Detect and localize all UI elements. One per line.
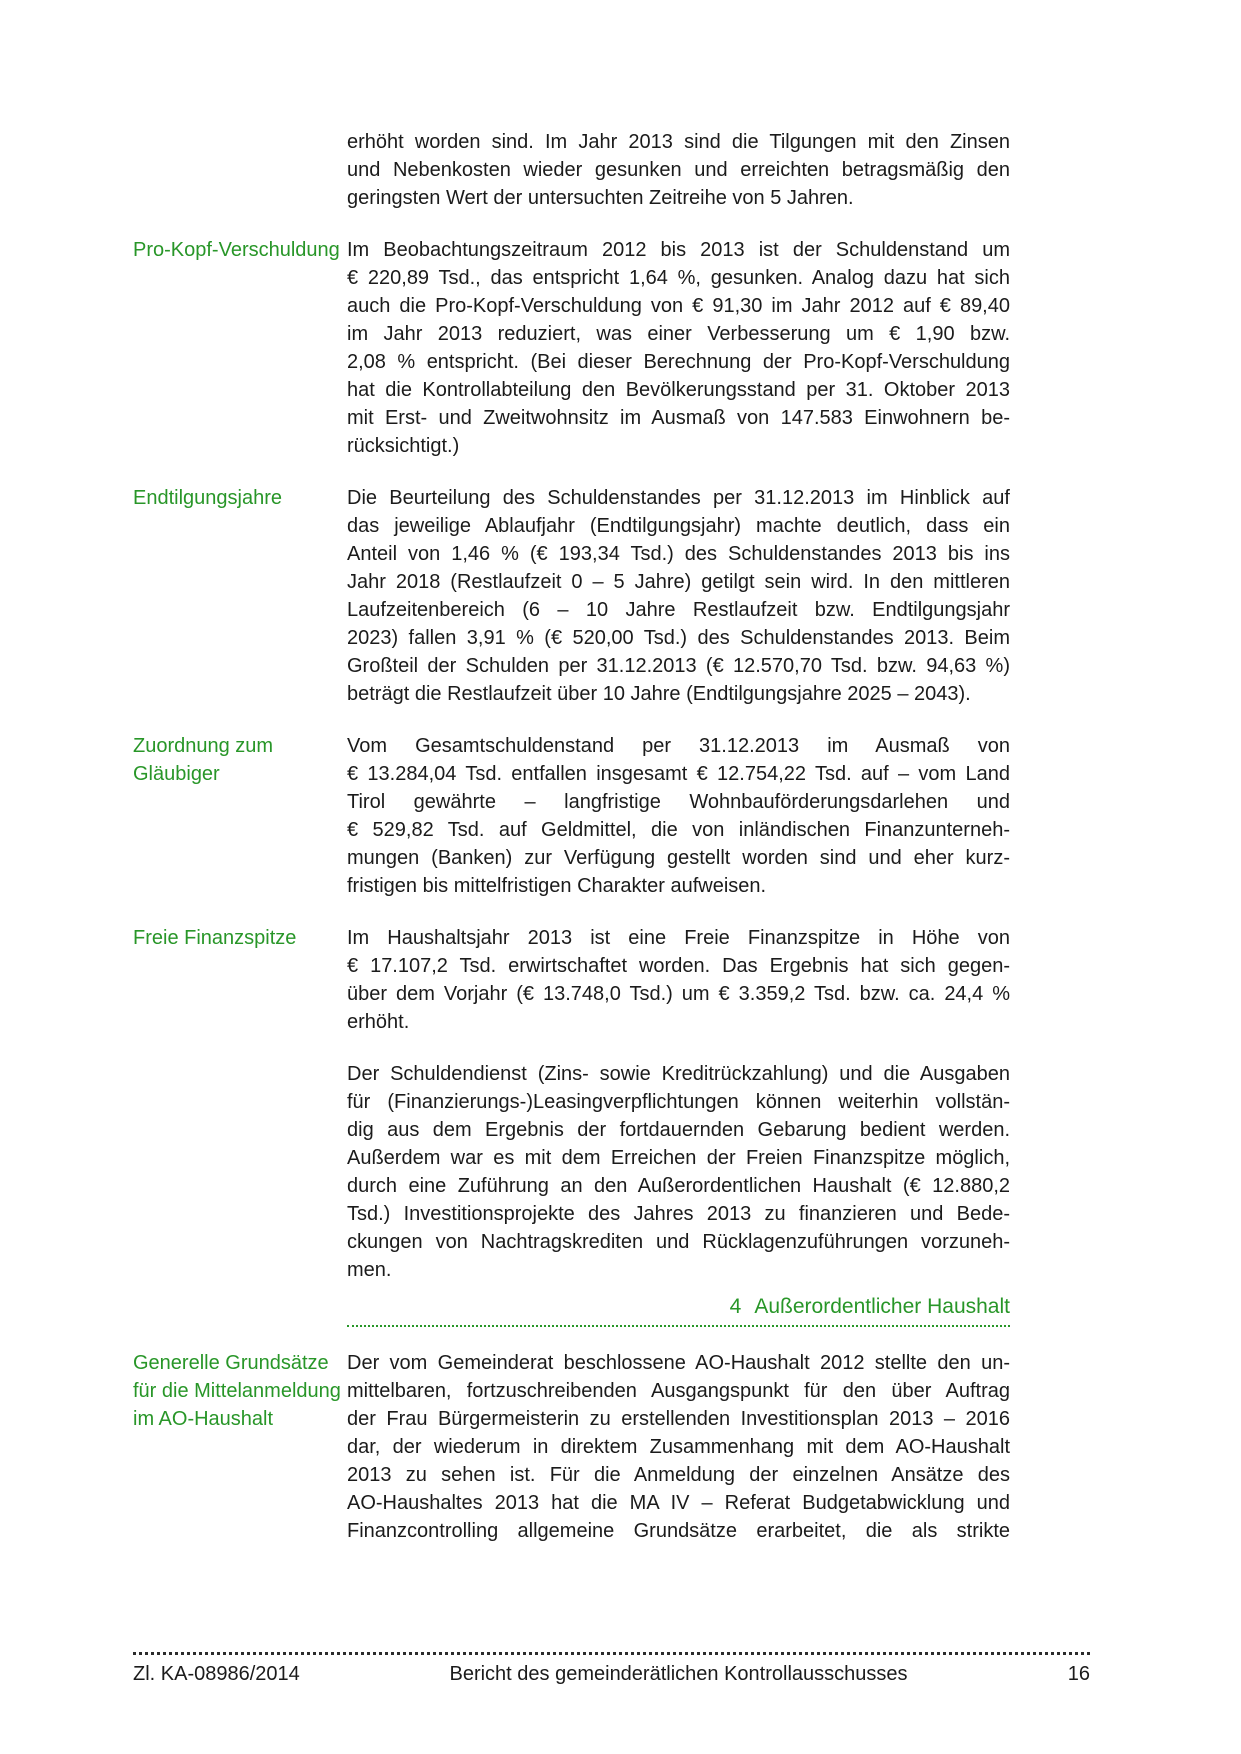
- section-margin-label: [133, 484, 347, 512]
- paragraph-line: € 17.107,2 Tsd. erwirtschaftet worden. Das Ergebnis hat sich gegen-: [347, 955, 1010, 977]
- paragraph-line: 2013 zu sehen ist. Für die Anmeldung der einzelnen Ansätze des: [347, 1464, 1010, 1486]
- report-section: [133, 732, 1010, 900]
- paragraph-line: rücksichtigt.): [347, 435, 460, 457]
- paragraph-line: mit Erst- und Zweitwohnsitz im Ausmaß von 147.583 Einwohnern be-: [347, 407, 1010, 429]
- chapter-heading-block: [133, 1294, 1010, 1327]
- paragraph-line: erhöht worden sind. Im Jahr 2013 sind die Tilgungen mit den Zinsen: [347, 131, 1010, 153]
- margin-label-line: Gläubiger: [133, 763, 220, 785]
- footer-dotted-rule: [133, 1652, 1090, 1655]
- paragraph-line: ckungen von Nachtragskrediten und Rücklagenzuführungen vorzuneh-: [347, 1231, 1010, 1253]
- paragraph-line: Im Beobachtungszeitraum 2012 bis 2013 ist der Schuldenstand um: [347, 239, 1010, 261]
- paragraph-line: durch eine Zuführung an den Außerordentlichen Haushalt (€ 12.880,2: [347, 1175, 1010, 1197]
- section-margin-label: [133, 236, 347, 264]
- margin-label-line: Pro-Kopf-Verschuldung: [133, 239, 340, 261]
- chapter-heading-dotted-rule: [347, 1325, 1010, 1327]
- margin-label-line: Freie Finanzspitze: [133, 927, 297, 949]
- paragraph-line: Der vom Gemeinderat beschlossene AO-Haushalt 2012 stellte den un-: [347, 1352, 1010, 1374]
- report-body: [133, 128, 1010, 1545]
- section-paragraph: [347, 1349, 1010, 1545]
- paragraph-line: über dem Vorjahr (€ 13.748,0 Tsd.) um € 3.359,2 Tsd. bzw. ca. 24,4 %: [347, 983, 1010, 1005]
- paragraph-line: 2,08 % entspricht. (Bei dieser Berechnung der Pro-Kopf-Verschuldung: [347, 351, 1010, 373]
- chapter-title: Außerordentlicher Haushalt: [754, 1295, 1010, 1318]
- paragraph-line: Tsd.) Investitionsprojekte des Jahres 2013 zu finanzieren und Bede-: [347, 1203, 1010, 1225]
- paragraph-line: mittelbaren, fortzuschreibenden Ausgangspunkt für den über Auftrag: [347, 1380, 1010, 1402]
- section-paragraph: [347, 1060, 1010, 1284]
- page-footer: [133, 1652, 1090, 1687]
- paragraph-line: AO-Haushaltes 2013 hat die MA IV – Referat Budgetabwicklung und: [347, 1492, 1010, 1514]
- report-section: [133, 128, 1010, 212]
- paragraph-line: Vom Gesamtschuldenstand per 31.12.2013 im Ausmaß von: [347, 735, 1010, 757]
- section-paragraph: [347, 732, 1010, 900]
- paragraph-line: Die Beurteilung des Schuldenstandes per 31.12.2013 im Hinblick auf: [347, 487, 1010, 509]
- paragraph-line: Der Schuldendienst (Zins- sowie Kreditrückzahlung) und die Ausgaben: [347, 1063, 1010, 1085]
- report-section: [133, 484, 1010, 708]
- paragraph-line: beträgt die Restlaufzeit über 10 Jahre (Endtilgungsjahre 2025 – 2043).: [347, 683, 971, 705]
- paragraph-line: Laufzeitenbereich (6 – 10 Jahre Restlaufzeit bzw. Endtilgungsjahr: [347, 599, 1010, 621]
- section-paragraph: [347, 236, 1010, 460]
- paragraph-line: Großteil der Schulden per 31.12.2013 (€ 12.570,70 Tsd. bzw. 94,63 %): [347, 655, 1010, 677]
- footer-row: [133, 1661, 1090, 1687]
- paragraph-line: das jeweilige Ablaufjahr (Endtilgungsjahr) machte deutlich, dass ein: [347, 515, 1010, 537]
- paragraph-line: erhöht.: [347, 1011, 410, 1033]
- report-section: [133, 1060, 1010, 1284]
- margin-label-line: für die Mittelanmeldung: [133, 1380, 341, 1402]
- paragraph-line: € 220,89 Tsd., das entspricht 1,64 %, gesunken. Analog dazu hat sich: [347, 267, 1010, 289]
- paragraph-line: men.: [347, 1259, 392, 1281]
- paragraph-line: und Nebenkosten wieder gesunken und erreichten betragsmäßig den: [347, 159, 1010, 181]
- section-paragraph: [347, 128, 1010, 212]
- margin-label-line: im AO-Haushalt: [133, 1408, 274, 1430]
- paragraph-line: auch die Pro-Kopf-Verschuldung von € 91,30 im Jahr 2012 auf € 89,40: [347, 295, 1010, 317]
- section-margin-label: [133, 732, 347, 788]
- report-section: [133, 236, 1010, 460]
- chapter-number: 4: [729, 1295, 742, 1318]
- paragraph-line: geringsten Wert der untersuchten Zeitreihe von 5 Jahren.: [347, 187, 854, 209]
- section-margin-label: [133, 1349, 347, 1433]
- footer-reference-number: Zl. KA-08986/2014: [133, 1663, 300, 1685]
- paragraph-line: mungen (Banken) zur Verfügung gestellt worden sind und eher kurz-: [347, 847, 1010, 869]
- section-paragraph: [347, 484, 1010, 708]
- report-section: [133, 924, 1010, 1036]
- section-margin-label: [133, 924, 347, 952]
- paragraph-line: für (Finanzierungs-)Leasingverpflichtungen können weiterhin vollstän-: [347, 1091, 1010, 1113]
- footer-page-number: 16: [1067, 1663, 1090, 1685]
- section-paragraph: [347, 924, 1010, 1036]
- report-section: [133, 1349, 1010, 1545]
- paragraph-line: dar, der wiederum in direktem Zusammenhang mit dem AO-Haushalt: [347, 1436, 1010, 1458]
- paragraph-line: Jahr 2018 (Restlaufzeit 0 – 5 Jahre) getilgt sein wird. In den mittleren: [347, 571, 1010, 593]
- paragraph-line: € 13.284,04 Tsd. entfallen insgesamt € 12.754,22 Tsd. auf – vom Land: [347, 763, 1010, 785]
- chapter-heading: [133, 1294, 1010, 1320]
- paragraph-line: im Jahr 2013 reduziert, was einer Verbesserung um € 1,90 bzw.: [347, 323, 1010, 345]
- paragraph-line: Finanzcontrolling allgemeine Grundsätze erarbeitet, die als strikte: [347, 1520, 1010, 1542]
- margin-label-line: Zuordnung zum: [133, 735, 274, 757]
- paragraph-line: Tirol gewährte – langfristige Wohnbauförderungsdarlehen und: [347, 791, 1010, 813]
- footer-document-title: Bericht des gemeinderätlichen Kontrollausschusses: [449, 1663, 908, 1685]
- paragraph-line: € 529,82 Tsd. auf Geldmittel, die von inländischen Finanzunterneh-: [347, 819, 1010, 841]
- paragraph-line: 2023) fallen 3,91 % (€ 520,00 Tsd.) des Schuldenstandes 2013. Beim: [347, 627, 1010, 649]
- margin-label-line: Endtilgungsjahre: [133, 487, 282, 509]
- paragraph-line: Außerdem war es mit dem Erreichen der Freien Finanzspitze möglich,: [347, 1147, 1010, 1169]
- paragraph-line: Anteil von 1,46 % (€ 193,34 Tsd.) des Schuldenstandes 2013 bis ins: [347, 543, 1010, 565]
- margin-label-line: Generelle Grundsätze: [133, 1352, 329, 1374]
- paragraph-line: hat die Kontrollabteilung den Bevölkerungsstand per 31. Oktober 2013: [347, 379, 1010, 401]
- paragraph-line: fristigen bis mittelfristigen Charakter aufweisen.: [347, 875, 767, 897]
- paragraph-line: Im Haushaltsjahr 2013 ist eine Freie Finanzspitze in Höhe von: [347, 927, 1010, 949]
- paragraph-line: der Frau Bürgermeisterin zu erstellenden Investitionsplan 2013 – 2016: [347, 1408, 1010, 1430]
- paragraph-line: dig aus dem Ergebnis der fortdauernden Gebarung bedient werden.: [347, 1119, 1010, 1141]
